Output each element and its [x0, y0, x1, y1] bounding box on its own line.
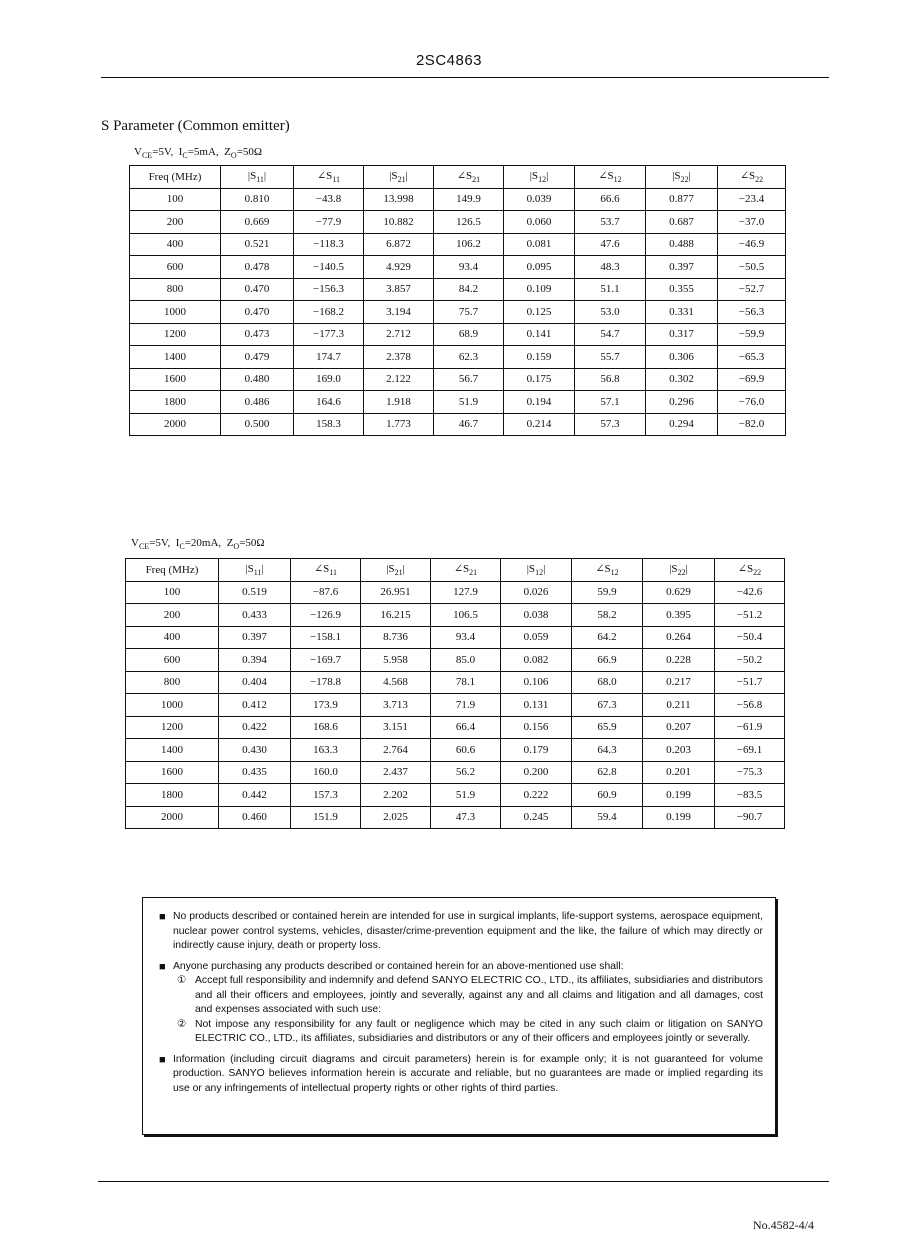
column-header-freq: Freq (MHz) [130, 166, 221, 189]
section-title: S Parameter (Common emitter) [101, 118, 290, 134]
table2-header-row [126, 559, 785, 582]
table-row [130, 323, 786, 346]
value-cell: 13.998 [364, 188, 434, 211]
value-cell: 1.918 [364, 391, 434, 414]
table2-zo: 50Ω [245, 537, 265, 549]
value-cell: 0.211 [643, 694, 715, 717]
value-cell: −43.8 [294, 188, 364, 211]
column-header: $\angle S_{12}$ [575, 166, 646, 189]
value-cell: 0.470 [221, 301, 294, 324]
freq-cell: 100 [130, 188, 221, 211]
value-cell: 65.9 [572, 716, 643, 739]
value-cell: −50.4 [715, 626, 785, 649]
column-header: $|S_{21}|$ [361, 559, 431, 582]
s-parameter-table-5ma [129, 165, 786, 436]
table1-header-row [130, 166, 786, 189]
table-row [130, 233, 786, 256]
notice-item-2-sub-1 [177, 974, 763, 1018]
table-row [130, 413, 786, 436]
value-cell: 66.4 [431, 716, 501, 739]
notice-item-1-text: No products described or contained herein are intended for use in surgical implants, life-support systems, aerospace equipment, nuclear power control systems, vehicles, disaster/crime-prevention equipment and the like, the failure of which may directly or indirectly cause injury, death or property loss. [173, 911, 763, 951]
notice-item-3 [159, 1053, 763, 1097]
value-cell: 0.194 [504, 391, 575, 414]
value-cell: 106.2 [434, 233, 504, 256]
value-cell: −77.9 [294, 211, 364, 234]
value-cell: −168.2 [294, 301, 364, 324]
value-cell: 0.179 [501, 739, 572, 762]
value-cell: 4.568 [361, 671, 431, 694]
freq-cell: 2000 [126, 806, 219, 829]
value-cell: −82.0 [718, 413, 786, 436]
value-cell: 56.2 [431, 761, 501, 784]
table2-conditions: $V_{CE}=5V$, $I_C=20mA$, $Z_O=50\Omega$ [131, 537, 265, 552]
value-cell: −56.3 [718, 301, 786, 324]
value-cell: 0.473 [221, 323, 294, 346]
table1-ic: 5mA [193, 146, 216, 158]
value-cell: −37.0 [718, 211, 786, 234]
disclaimer-notice [142, 897, 776, 1135]
freq-cell: 600 [126, 649, 219, 672]
value-cell: −76.0 [718, 391, 786, 414]
freq-cell: 1800 [126, 784, 219, 807]
freq-cell: 800 [126, 671, 219, 694]
value-cell: 2.378 [364, 346, 434, 369]
value-cell: 169.0 [294, 368, 364, 391]
value-cell: 0.479 [221, 346, 294, 369]
notice-item-2-sub-2-text: Not impose any responsibility for any fault or negligence which may be cited in any such claim or litigation on SANYO ELECTRIC CO., LTD., its affiliates, subsidiaries and distributors or any of their officers and employees jointly or severally. [195, 1018, 763, 1044]
freq-cell: 400 [126, 626, 219, 649]
column-header: $\angle S_{22}$ [718, 166, 786, 189]
value-cell: −87.6 [291, 581, 361, 604]
value-cell: 0.810 [221, 188, 294, 211]
value-cell: 60.9 [572, 784, 643, 807]
column-header: $\angle S_{22}$ [715, 559, 785, 582]
value-cell: 0.199 [643, 784, 715, 807]
value-cell: −90.7 [715, 806, 785, 829]
value-cell: 8.736 [361, 626, 431, 649]
value-cell: 0.125 [504, 301, 575, 324]
value-cell: 174.7 [294, 346, 364, 369]
value-cell: 51.9 [434, 391, 504, 414]
footer-rule [98, 1181, 829, 1182]
circled-one-icon: ① [177, 975, 187, 986]
value-cell: −51.2 [715, 604, 785, 627]
value-cell: 106.5 [431, 604, 501, 627]
table-row [130, 188, 786, 211]
value-cell: −178.8 [291, 671, 361, 694]
table-row [126, 581, 785, 604]
value-cell: 0.317 [646, 323, 718, 346]
value-cell: 149.9 [434, 188, 504, 211]
freq-cell: 1000 [130, 301, 221, 324]
value-cell: 0.521 [221, 233, 294, 256]
square-bullet-icon: ■ [159, 1053, 166, 1066]
value-cell: 2.202 [361, 784, 431, 807]
value-cell: 93.4 [431, 626, 501, 649]
table-row [130, 368, 786, 391]
value-cell: 2.712 [364, 323, 434, 346]
value-cell: 64.2 [572, 626, 643, 649]
value-cell: 71.9 [431, 694, 501, 717]
table2-ic: 20mA [190, 537, 219, 549]
notice-item-3-text: Information (including circuit diagrams and circuit parameters) herein is for example only; it is not guaranteed for volume production. SANYO believes information herein is accurate and reliable, but no guarantees are made or implied regarding its use or any infringements of intellectual property rights or other rights of third parties. [173, 1053, 763, 1094]
value-cell: 0.397 [646, 256, 718, 279]
value-cell: 78.1 [431, 671, 501, 694]
value-cell: 60.6 [431, 739, 501, 762]
table2-vce: 5V [155, 537, 168, 549]
value-cell: 0.404 [219, 671, 291, 694]
table-row [130, 391, 786, 414]
value-cell: 3.713 [361, 694, 431, 717]
freq-cell: 1200 [130, 323, 221, 346]
table-row [126, 671, 785, 694]
value-cell: 84.2 [434, 278, 504, 301]
freq-cell: 200 [130, 211, 221, 234]
value-cell: 3.857 [364, 278, 434, 301]
value-cell: 26.951 [361, 581, 431, 604]
notice-item-2 [159, 960, 763, 975]
value-cell: 0.082 [501, 649, 572, 672]
value-cell: 0.460 [219, 806, 291, 829]
page-number: No.4582-4/4 [753, 1218, 814, 1232]
column-header: $|S_{11}|$ [221, 166, 294, 189]
value-cell: 151.9 [291, 806, 361, 829]
value-cell: −52.7 [718, 278, 786, 301]
value-cell: 47.6 [575, 233, 646, 256]
table-row [130, 301, 786, 324]
value-cell: 51.1 [575, 278, 646, 301]
value-cell: 55.7 [575, 346, 646, 369]
value-cell: 0.629 [643, 581, 715, 604]
value-cell: 173.9 [291, 694, 361, 717]
value-cell: 85.0 [431, 649, 501, 672]
notice-item-2-sub-2 [177, 1018, 763, 1047]
table-row [126, 649, 785, 672]
value-cell: 0.470 [221, 278, 294, 301]
freq-cell: 2000 [130, 413, 221, 436]
column-header: $|S_{22}|$ [646, 166, 718, 189]
table-row [126, 784, 785, 807]
freq-cell: 1800 [130, 391, 221, 414]
value-cell: −75.3 [715, 761, 785, 784]
value-cell: −50.2 [715, 649, 785, 672]
value-cell: 0.500 [221, 413, 294, 436]
value-cell: 75.7 [434, 301, 504, 324]
part-number-header: 2SC4863 [415, 52, 483, 69]
column-header: $|S_{22}|$ [643, 559, 715, 582]
value-cell: 59.9 [572, 581, 643, 604]
value-cell: 0.306 [646, 346, 718, 369]
value-cell: 0.486 [221, 391, 294, 414]
value-cell: 0.039 [504, 188, 575, 211]
notice-item-2-sub-1-text: Accept full responsibility and indemnify and defend SANYO ELECTRIC CO., LTD., its affiliates, subsidiaries and distributors and all their officers and employees, jointly and severally, against any and all claims and litigation and all damages, cost and expenses associated with such use: [195, 975, 763, 1015]
value-cell: −50.5 [718, 256, 786, 279]
table-row [130, 346, 786, 369]
freq-cell: 800 [130, 278, 221, 301]
square-bullet-icon: ■ [159, 960, 166, 973]
value-cell: −42.6 [715, 581, 785, 604]
value-cell: 164.6 [294, 391, 364, 414]
value-cell: 54.7 [575, 323, 646, 346]
value-cell: 0.222 [501, 784, 572, 807]
value-cell: −65.3 [718, 346, 786, 369]
freq-cell: 600 [130, 256, 221, 279]
value-cell: 0.217 [643, 671, 715, 694]
value-cell: −140.5 [294, 256, 364, 279]
value-cell: 2.025 [361, 806, 431, 829]
value-cell: 53.0 [575, 301, 646, 324]
value-cell: −61.9 [715, 716, 785, 739]
freq-cell: 1400 [130, 346, 221, 369]
table2-body [126, 581, 785, 829]
value-cell: 93.4 [434, 256, 504, 279]
header-rule [101, 77, 829, 78]
value-cell: 1.773 [364, 413, 434, 436]
value-cell: 68.0 [572, 671, 643, 694]
column-header: $\angle S_{21}$ [431, 559, 501, 582]
value-cell: 0.877 [646, 188, 718, 211]
value-cell: 56.8 [575, 368, 646, 391]
table-row [130, 256, 786, 279]
value-cell: 57.1 [575, 391, 646, 414]
notice-item-1 [159, 910, 763, 954]
freq-cell: 1000 [126, 694, 219, 717]
value-cell: 0.687 [646, 211, 718, 234]
value-cell: 0.331 [646, 301, 718, 324]
value-cell: 127.9 [431, 581, 501, 604]
freq-cell: 1600 [130, 368, 221, 391]
value-cell: 4.929 [364, 256, 434, 279]
value-cell: 0.095 [504, 256, 575, 279]
value-cell: 0.435 [219, 761, 291, 784]
s-parameter-table-20ma [125, 558, 785, 829]
value-cell: 66.6 [575, 188, 646, 211]
value-cell: 0.264 [643, 626, 715, 649]
value-cell: 0.294 [646, 413, 718, 436]
square-bullet-icon: ■ [159, 911, 166, 923]
value-cell: 47.3 [431, 806, 501, 829]
freq-cell: 1600 [126, 761, 219, 784]
value-cell: 0.207 [643, 716, 715, 739]
value-cell: 0.519 [219, 581, 291, 604]
value-cell: 0.355 [646, 278, 718, 301]
column-header: $|S_{21}|$ [364, 166, 434, 189]
value-cell: 0.442 [219, 784, 291, 807]
value-cell: 16.215 [361, 604, 431, 627]
value-cell: −158.1 [291, 626, 361, 649]
value-cell: 2.764 [361, 739, 431, 762]
value-cell: 0.669 [221, 211, 294, 234]
value-cell: 51.9 [431, 784, 501, 807]
value-cell: 0.296 [646, 391, 718, 414]
value-cell: 0.397 [219, 626, 291, 649]
table1-vce: 5V [158, 146, 171, 158]
value-cell: 163.3 [291, 739, 361, 762]
column-header: $|S_{11}|$ [219, 559, 291, 582]
value-cell: −46.9 [718, 233, 786, 256]
freq-cell: 200 [126, 604, 219, 627]
value-cell: −156.3 [294, 278, 364, 301]
value-cell: −51.7 [715, 671, 785, 694]
value-cell: 58.2 [572, 604, 643, 627]
value-cell: −69.1 [715, 739, 785, 762]
value-cell: 66.9 [572, 649, 643, 672]
value-cell: 0.480 [221, 368, 294, 391]
value-cell: 0.488 [646, 233, 718, 256]
table-row [126, 626, 785, 649]
freq-cell: 100 [126, 581, 219, 604]
value-cell: 0.228 [643, 649, 715, 672]
table-row [126, 739, 785, 762]
value-cell: −177.3 [294, 323, 364, 346]
value-cell: 0.026 [501, 581, 572, 604]
value-cell: −59.9 [718, 323, 786, 346]
value-cell: 6.872 [364, 233, 434, 256]
value-cell: 53.7 [575, 211, 646, 234]
value-cell: −126.9 [291, 604, 361, 627]
value-cell: 0.201 [643, 761, 715, 784]
value-cell: 0.395 [643, 604, 715, 627]
value-cell: 0.200 [501, 761, 572, 784]
value-cell: 158.3 [294, 413, 364, 436]
freq-cell: 1400 [126, 739, 219, 762]
value-cell: 0.214 [504, 413, 575, 436]
value-cell: −69.9 [718, 368, 786, 391]
value-cell: −118.3 [294, 233, 364, 256]
value-cell: 2.437 [361, 761, 431, 784]
table1-conditions: $V_{CE}=5V$, $I_C=5mA$, $Z_O=50\Omega$ [134, 146, 263, 161]
value-cell: 5.958 [361, 649, 431, 672]
value-cell: 57.3 [575, 413, 646, 436]
value-cell: 62.3 [434, 346, 504, 369]
value-cell: 3.151 [361, 716, 431, 739]
value-cell: 0.203 [643, 739, 715, 762]
value-cell: 0.394 [219, 649, 291, 672]
value-cell: 48.3 [575, 256, 646, 279]
table1-zo: 50Ω [242, 146, 263, 158]
value-cell: 59.4 [572, 806, 643, 829]
value-cell: 0.302 [646, 368, 718, 391]
column-header: $|S_{12}|$ [501, 559, 572, 582]
value-cell: 0.199 [643, 806, 715, 829]
value-cell: 0.060 [504, 211, 575, 234]
value-cell: 3.194 [364, 301, 434, 324]
circled-two-icon: ② [177, 1018, 187, 1030]
value-cell: −169.7 [291, 649, 361, 672]
value-cell: 0.038 [501, 604, 572, 627]
value-cell: 64.3 [572, 739, 643, 762]
table-row [130, 278, 786, 301]
value-cell: −83.5 [715, 784, 785, 807]
column-header: $|S_{12}|$ [504, 166, 575, 189]
value-cell: 126.5 [434, 211, 504, 234]
freq-cell: 1200 [126, 716, 219, 739]
table-row [126, 694, 785, 717]
value-cell: 10.882 [364, 211, 434, 234]
value-cell: 0.478 [221, 256, 294, 279]
value-cell: 0.430 [219, 739, 291, 762]
value-cell: 62.8 [572, 761, 643, 784]
value-cell: 0.059 [501, 626, 572, 649]
value-cell: 160.0 [291, 761, 361, 784]
freq-cell: 400 [130, 233, 221, 256]
column-header: $\angle S_{21}$ [434, 166, 504, 189]
value-cell: −56.8 [715, 694, 785, 717]
column-header: $\angle S_{12}$ [572, 559, 643, 582]
value-cell: 68.9 [434, 323, 504, 346]
value-cell: 2.122 [364, 368, 434, 391]
value-cell: 0.422 [219, 716, 291, 739]
value-cell: 0.412 [219, 694, 291, 717]
value-cell: 0.109 [504, 278, 575, 301]
value-cell: 0.433 [219, 604, 291, 627]
value-cell: −23.4 [718, 188, 786, 211]
value-cell: 67.3 [572, 694, 643, 717]
table1-body [130, 188, 786, 436]
table-row [126, 716, 785, 739]
value-cell: 56.7 [434, 368, 504, 391]
value-cell: 0.106 [501, 671, 572, 694]
column-header: $\angle S_{11}$ [294, 166, 364, 189]
value-cell: 0.131 [501, 694, 572, 717]
value-cell: 0.175 [504, 368, 575, 391]
value-cell: 168.6 [291, 716, 361, 739]
value-cell: 0.141 [504, 323, 575, 346]
notice-item-2-text: Anyone purchasing any products described or contained herein for an above-mentioned use shall: [173, 960, 624, 972]
value-cell: 0.245 [501, 806, 572, 829]
column-header-freq: Freq (MHz) [126, 559, 219, 582]
value-cell: 0.156 [501, 716, 572, 739]
value-cell: 0.159 [504, 346, 575, 369]
value-cell: 0.081 [504, 233, 575, 256]
table-row [130, 211, 786, 234]
table-row [126, 761, 785, 784]
table-row [126, 604, 785, 627]
value-cell: 157.3 [291, 784, 361, 807]
value-cell: 46.7 [434, 413, 504, 436]
table-row [126, 806, 785, 829]
column-header: $\angle S_{11}$ [291, 559, 361, 582]
